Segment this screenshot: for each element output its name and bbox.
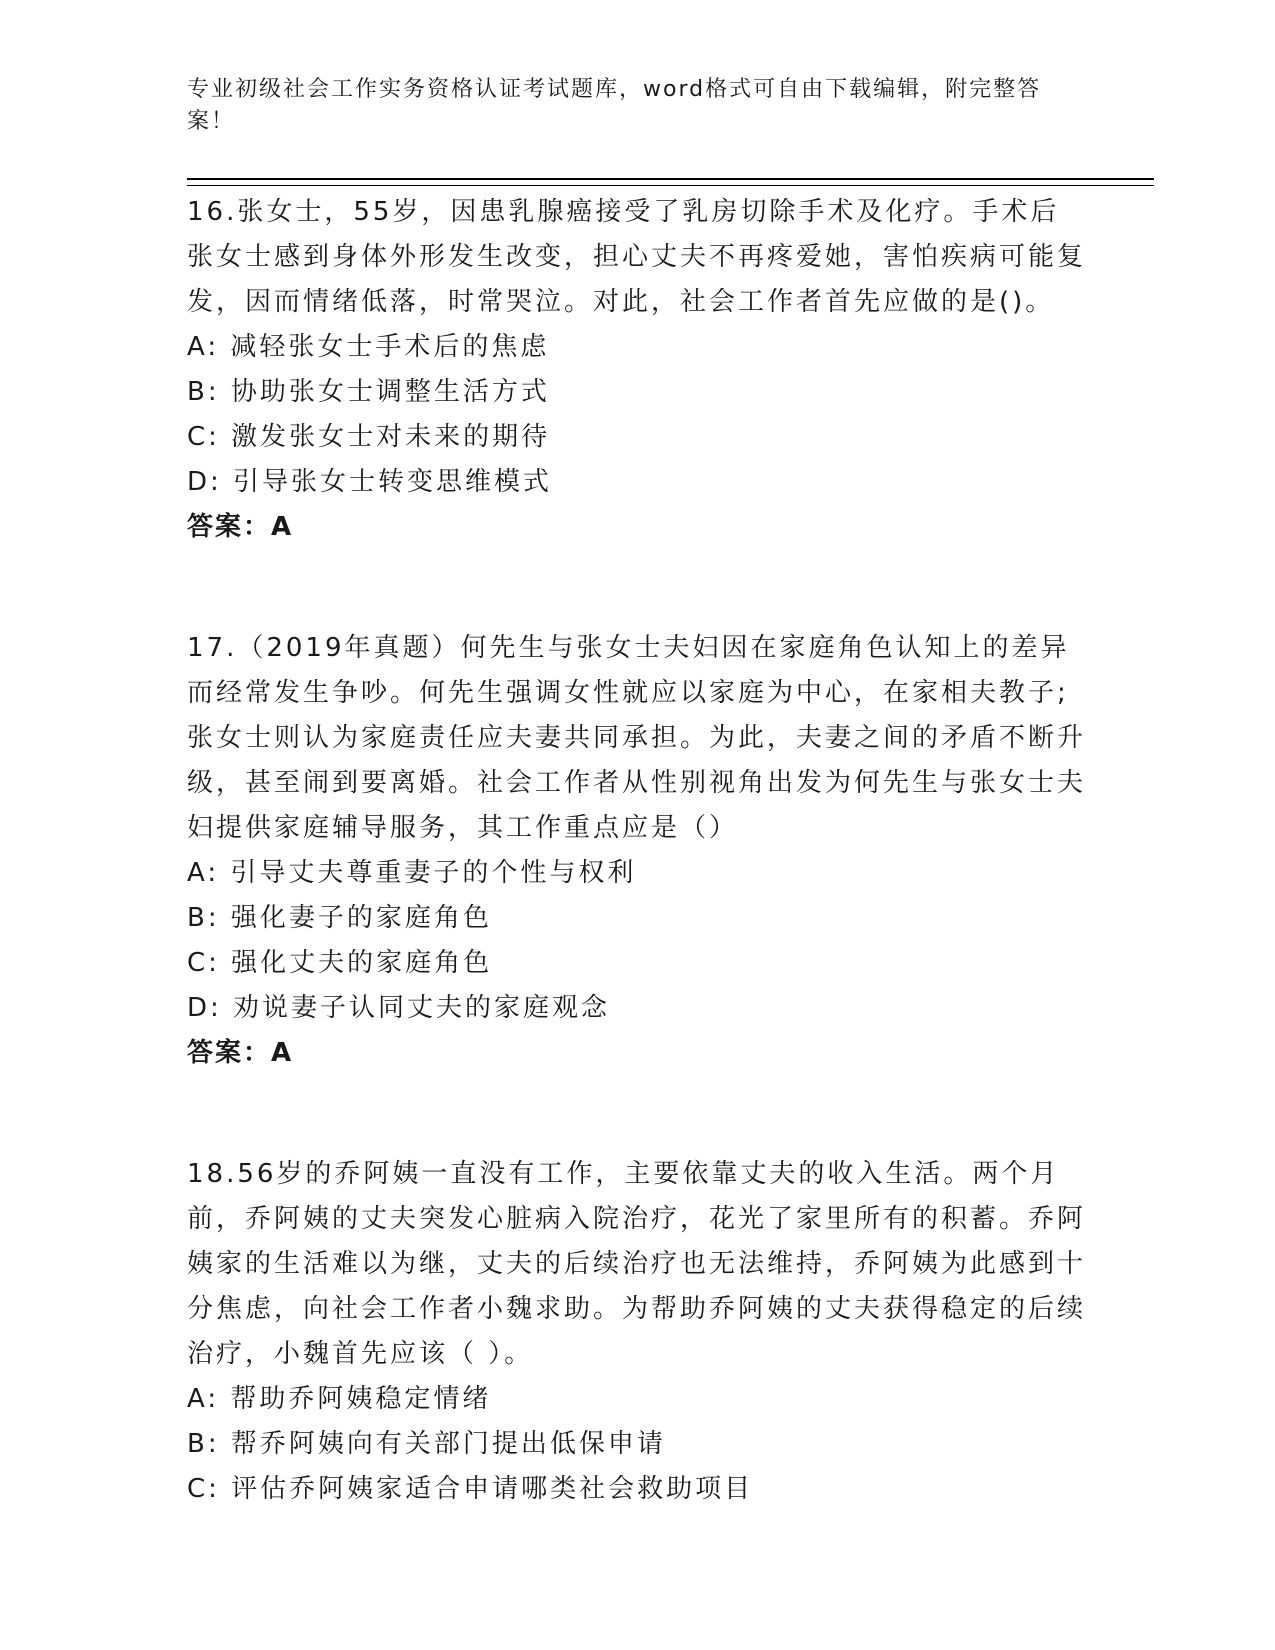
- header-rule-thin: [187, 185, 1154, 186]
- question-stem: 18.56岁的乔阿姨一直没有工作，主要依靠丈夫的收入生活。两个月前，乔阿姨的丈夫突发心脏病入院治疗，花光了家里所有的积蓄。乔阿姨家的生活难以为继，丈夫的后续治疗也无法维持，乔阿姨为此感到十分焦虑，向社会工作者小魏求助。为帮助乔阿姨的丈夫获得稳定的后续治疗，小魏首先应该（ ）。: [187, 1159, 1087, 1369]
- option-b: B: 强化妻子的家庭角色: [187, 903, 492, 933]
- question-stem: 17.（2019年真题）何先生与张女士夫妇因在家庭角色认知上的差异而经常发生争吵。何先生强调女性就应以家庭为中心，在家相夫教子;张女士则认为家庭责任应夫妻共同承担。为此，夫妻之间的矛盾不断升级，甚至闹到要离婚。社会工作者从性别视角出发为何先生与张女士夫妇提供家庭辅导服务，其工作重点应是（）: [187, 633, 1087, 843]
- spacer: [187, 550, 1087, 626]
- option-a: A: 减轻张女士手术后的焦虑: [187, 332, 550, 362]
- option-a: A: 帮助乔阿姨稳定情绪: [187, 1384, 492, 1414]
- header-rule-thick: [187, 178, 1154, 180]
- spacer: [187, 1076, 1087, 1152]
- answer-line: 答案：A: [187, 1038, 294, 1068]
- option-b: B: 帮乔阿姨向有关部门提出低保申请: [187, 1429, 666, 1459]
- question-17: [187, 626, 1087, 1076]
- document-header: 专业初级社会工作实务资格认证考试题库，word格式可自由下载编辑，附完整答案！: [187, 77, 1042, 134]
- option-c: C: 激发张女士对未来的期待: [187, 422, 551, 452]
- option-b: B: 协助张女士调整生活方式: [187, 377, 550, 407]
- option-d: D: 引导张女士转变思维模式: [187, 467, 553, 497]
- answer-line: 答案：A: [187, 512, 294, 542]
- option-c: C: 强化丈夫的家庭角色: [187, 948, 493, 978]
- question-stem: 16.张女士，55岁，因患乳腺癌接受了乳房切除手术及化疗。手术后张女士感到身体外形发生改变，担心丈夫不再疼爱她，害怕疾病可能复发，因而情绪低落，时常哭泣。对此，社会工作者首先应做的是()。: [187, 197, 1087, 317]
- question-16: [187, 190, 1087, 550]
- option-a: A: 引导丈夫尊重妻子的个性与权利: [187, 858, 637, 888]
- question-18: [187, 1152, 1087, 1512]
- question-list: [187, 190, 1087, 1512]
- option-d: D: 劝说妻子认同丈夫的家庭观念: [187, 993, 611, 1023]
- option-c: C: 评估乔阿姨家适合申请哪类社会救助项目: [187, 1474, 754, 1504]
